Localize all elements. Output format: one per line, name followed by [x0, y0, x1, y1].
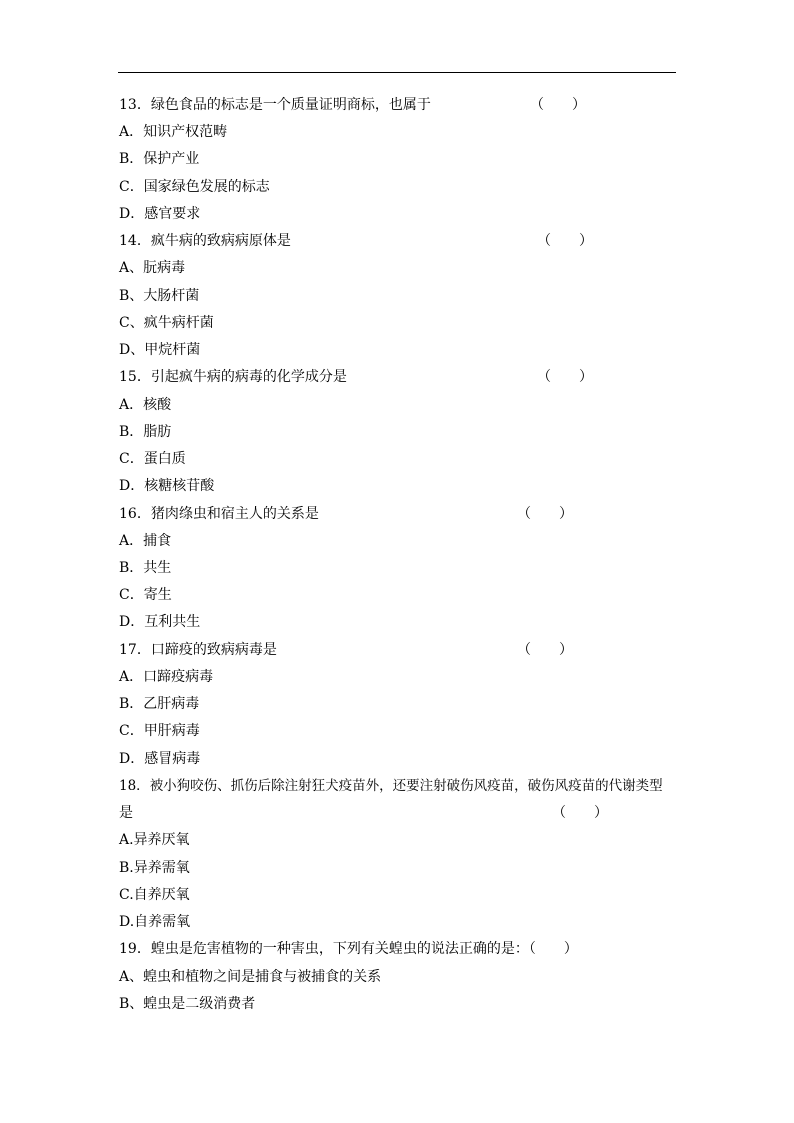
option-c: C．甲肝病毒 — [119, 723, 200, 739]
answer-bracket: （ ） — [517, 642, 573, 658]
question-13-stem — [119, 96, 431, 114]
question-18-stem-continued: 是 — [119, 805, 133, 821]
question-17-stem — [119, 641, 277, 659]
option-d: D．感冒病毒 — [119, 751, 201, 767]
question-16-stem — [119, 505, 319, 523]
option-b: B.异养需氧 — [119, 860, 190, 876]
question-number: 13． — [119, 97, 151, 113]
answer-bracket: （ ） — [530, 97, 586, 113]
option-d: D．互利共生 — [119, 614, 201, 630]
option-a: A．捕食 — [119, 533, 172, 549]
question-14-stem — [119, 232, 291, 250]
answer-bracket: （ ） — [537, 233, 593, 249]
option-a: A．口蹄疫病毒 — [119, 669, 214, 685]
option-a: A．知识产权范畴 — [119, 124, 228, 140]
question-15-stem — [119, 368, 347, 386]
option-b: B．共生 — [119, 560, 172, 576]
question-text: 猪肉绦虫和宿主人的关系是 — [150, 506, 319, 522]
option-c: C、疯牛病杆菌 — [119, 315, 214, 331]
question-text: 蝗虫是危害植物的一种害虫，下列有关蝗虫的说法正确的是： — [150, 941, 529, 957]
question-text: 引起疯牛病的病毒的化学成分是 — [150, 369, 347, 385]
answer-bracket: （ ） — [528, 941, 578, 957]
option-d: D.自养需氧 — [119, 914, 191, 930]
question-number: 17． — [119, 642, 151, 658]
question-number: 16． — [119, 506, 151, 522]
option-b: B、蝗虫是二级消费者 — [119, 996, 256, 1012]
option-a: A.异养厌氧 — [119, 832, 190, 848]
answer-bracket: （ ） — [552, 805, 608, 821]
option-c: C．蛋白质 — [119, 451, 186, 467]
option-c: C．国家绿色发展的标志 — [119, 179, 270, 195]
option-c: C.自养厌氧 — [119, 887, 190, 903]
option-d: D、甲烷杆菌 — [119, 342, 201, 358]
option-a: A．核酸 — [119, 397, 172, 413]
option-b: B．乙肝病毒 — [119, 696, 200, 712]
answer-bracket: （ ） — [537, 369, 593, 385]
option-d: D．感官要求 — [119, 206, 201, 222]
option-b: B．保护产业 — [119, 151, 200, 167]
option-c: C．寄生 — [119, 587, 172, 603]
option-a: A、蝗虫和植物之间是捕食与被捕食的关系 — [119, 969, 382, 985]
question-number: 15． — [119, 369, 151, 385]
question-number: 19． — [119, 941, 151, 957]
option-b: B、大肠杆菌 — [119, 288, 200, 304]
question-text: 疯牛病的致病病原体是 — [150, 233, 291, 249]
question-number: 14． — [119, 233, 151, 249]
question-text: 被小狗咬伤、抓伤后除注射狂犬疫苗外，还要注射破伤风疫苗，破伤风疫苗的代谢类型 — [149, 778, 663, 794]
option-d: D．核糖核苷酸 — [119, 478, 215, 494]
question-18-stem — [119, 777, 663, 795]
option-b: B．脂肪 — [119, 424, 172, 440]
option-a: A、朊病毒 — [119, 260, 186, 276]
header-rule — [118, 72, 676, 73]
question-19-stem — [119, 940, 578, 958]
question-number: 18． — [119, 778, 150, 794]
question-text: 绿色食品的标志是一个质量证明商标，也属于 — [150, 97, 431, 113]
question-text: 口蹄疫的致病病毒是 — [150, 642, 277, 658]
answer-bracket: （ ） — [517, 506, 573, 522]
